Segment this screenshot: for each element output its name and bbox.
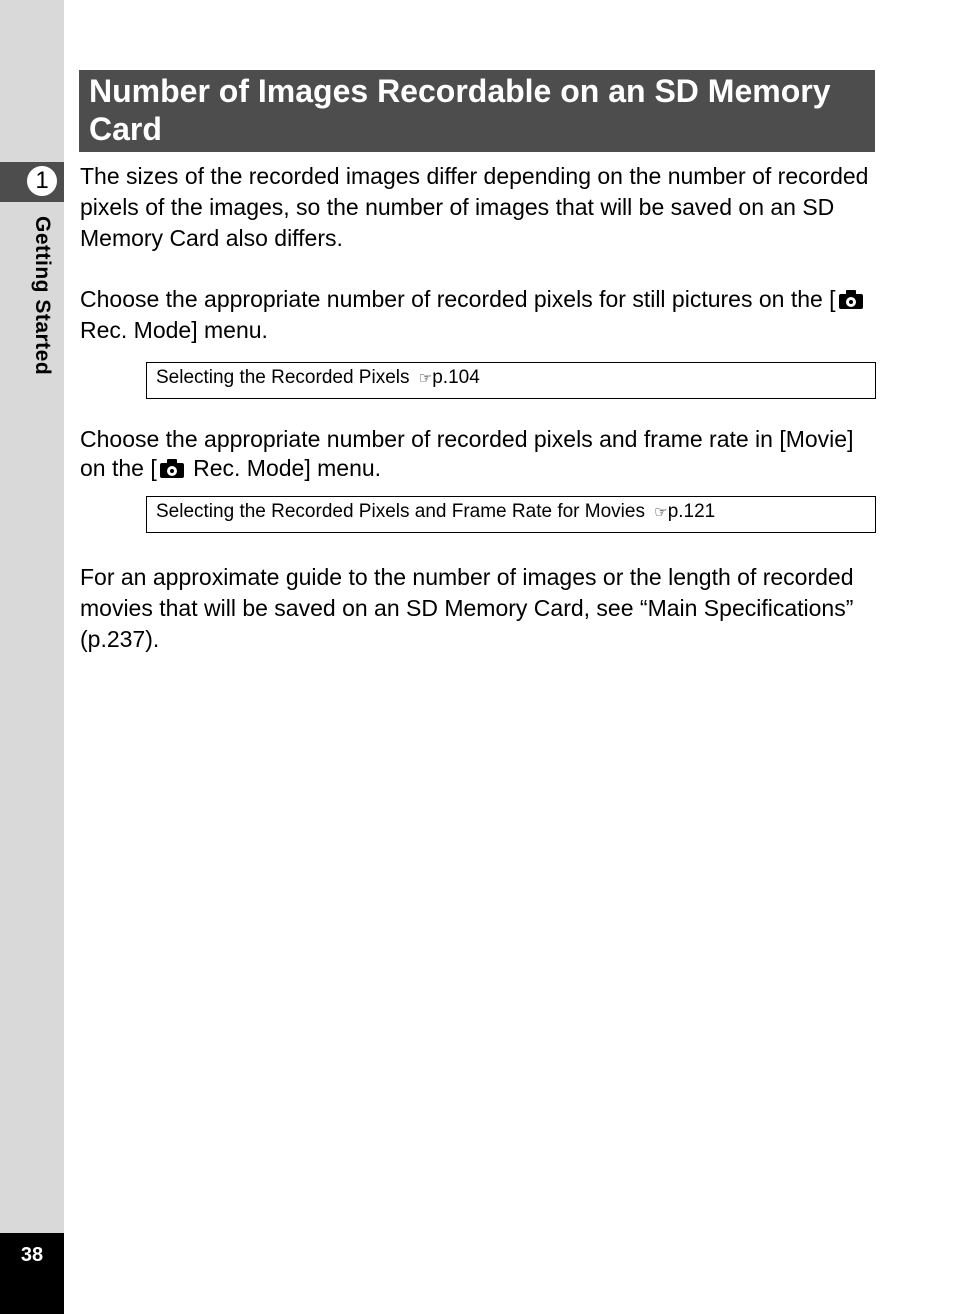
reference-text: Selecting the Recorded Pixels and Frame Rate for Movies bbox=[156, 501, 651, 522]
still-pictures-text-start: Choose the appropriate number of recorded pixels for still pictures on the [ bbox=[80, 286, 836, 312]
pointing-hand-icon: ☞ bbox=[654, 504, 668, 521]
camera-icon bbox=[838, 290, 864, 309]
intro-paragraph: The sizes of the recorded images differ depending on the number of recorded pixels of the images, so the number of images that will be saved on an SD Memory Card also differs. bbox=[80, 163, 869, 251]
movie-paragraph bbox=[80, 425, 880, 483]
still-pictures-paragraph bbox=[80, 284, 880, 346]
pointing-hand-icon: ☞ bbox=[418, 370, 433, 387]
reference-recorded-pixels[interactable] bbox=[146, 362, 876, 399]
chapter-label: Getting Started bbox=[31, 216, 54, 376]
section-title: Number of Images Recordable on an SD Memory Card bbox=[89, 73, 831, 147]
movie-text-start: Choose the appropriate number of recorded pixels and frame rate in [Movie] on the [ bbox=[80, 426, 854, 481]
reference-movie-pixels[interactable] bbox=[146, 496, 876, 533]
page-number: 38 bbox=[20, 1244, 44, 1266]
guide-paragraph: For an approximate guide to the number of images or the length of recorded movies that will be saved on an SD Memory Card, see “Main Specifications” (p.237). bbox=[80, 564, 854, 652]
reference-text: Selecting the Recorded Pixels bbox=[156, 367, 415, 388]
camera-icon bbox=[159, 459, 185, 478]
movie-text-end: Rec. Mode] menu. bbox=[186, 455, 382, 481]
section-title-bar bbox=[79, 70, 875, 152]
chapter-number: 1 bbox=[25, 164, 59, 198]
still-pictures-text-end: Rec. Mode] menu. bbox=[80, 317, 268, 343]
reference-page[interactable]: p.104 bbox=[432, 367, 480, 388]
reference-page[interactable]: p.121 bbox=[667, 501, 716, 522]
